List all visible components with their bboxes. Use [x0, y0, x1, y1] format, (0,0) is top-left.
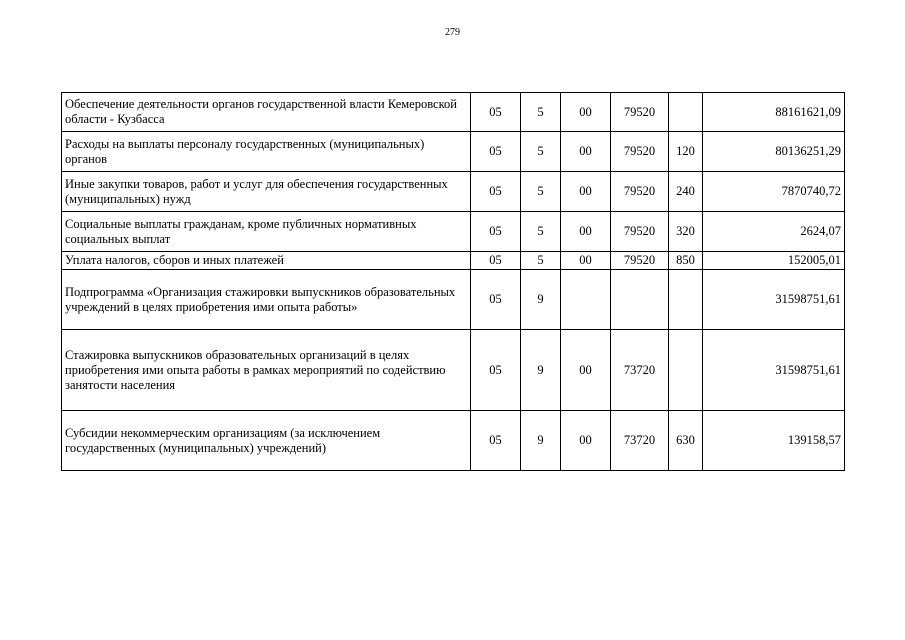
- subsection-code-cell: 9: [521, 270, 561, 330]
- row-name-cell: Субсидии некоммерческим организациям (за исключением государственных (муниципальных) учреждений): [62, 411, 471, 471]
- expense-type-cell: 850: [669, 252, 703, 270]
- subsection-code-cell: 5: [521, 132, 561, 172]
- expense-type-cell: [669, 93, 703, 132]
- article-code-cell: 73720: [611, 330, 669, 411]
- section-code-cell: 05: [471, 252, 521, 270]
- table-row: [62, 411, 845, 471]
- program-code-cell: 00: [561, 330, 611, 411]
- row-name-cell: Социальные выплаты гражданам, кроме публичных нормативных социальных выплат: [62, 212, 471, 252]
- section-code-cell: 05: [471, 330, 521, 411]
- article-code-cell: 79520: [611, 93, 669, 132]
- expense-type-cell: 120: [669, 132, 703, 172]
- section-code-cell: 05: [471, 212, 521, 252]
- table-row: [62, 330, 845, 411]
- amount-cell: 139158,57: [703, 411, 845, 471]
- section-code-cell: 05: [471, 172, 521, 212]
- table-row: [62, 270, 845, 330]
- program-code-cell: [561, 270, 611, 330]
- section-code-cell: 05: [471, 411, 521, 471]
- expense-type-cell: [669, 330, 703, 411]
- table-row: [62, 252, 845, 270]
- subsection-code-cell: 5: [521, 212, 561, 252]
- amount-cell: 2624,07: [703, 212, 845, 252]
- row-name-cell: Иные закупки товаров, работ и услуг для обеспечения государственных (муниципальных) нужд: [62, 172, 471, 212]
- program-code-cell: 00: [561, 172, 611, 212]
- expense-type-cell: 240: [669, 172, 703, 212]
- row-name-cell: Обеспечение деятельности органов государственной власти Кемеровской области - Кузбасса: [62, 93, 471, 132]
- row-name-cell: Уплата налогов, сборов и иных платежей: [62, 252, 471, 270]
- program-code-cell: 00: [561, 252, 611, 270]
- article-code-cell: [611, 270, 669, 330]
- subsection-code-cell: 9: [521, 411, 561, 471]
- subsection-code-cell: 5: [521, 93, 561, 132]
- amount-cell: 31598751,61: [703, 330, 845, 411]
- article-code-cell: 79520: [611, 132, 669, 172]
- article-code-cell: 73720: [611, 411, 669, 471]
- amount-cell: 80136251,29: [703, 132, 845, 172]
- subsection-code-cell: 5: [521, 172, 561, 212]
- expense-type-cell: 630: [669, 411, 703, 471]
- expense-type-cell: [669, 270, 703, 330]
- program-code-cell: 00: [561, 212, 611, 252]
- program-code-cell: 00: [561, 411, 611, 471]
- row-name-cell: Стажировка выпускников образовательных организаций в целях приобретения ими опыта работы в рамках мероприятий по содействию занятости населения: [62, 330, 471, 411]
- row-name-cell: Подпрограмма «Организация стажировки выпускников образовательных учреждений в целях приобретения ими опыта работы»: [62, 270, 471, 330]
- page-number: 279: [445, 27, 460, 38]
- table-row: [62, 132, 845, 172]
- row-name-cell: Расходы на выплаты персоналу государственных (муниципальных) органов: [62, 132, 471, 172]
- section-code-cell: 05: [471, 93, 521, 132]
- section-code-cell: 05: [471, 132, 521, 172]
- subsection-code-cell: 9: [521, 330, 561, 411]
- subsection-code-cell: 5: [521, 252, 561, 270]
- article-code-cell: 79520: [611, 172, 669, 212]
- budget-table: [61, 92, 845, 471]
- table-row: [62, 212, 845, 252]
- amount-cell: 152005,01: [703, 252, 845, 270]
- amount-cell: 31598751,61: [703, 270, 845, 330]
- table-row: [62, 93, 845, 132]
- article-code-cell: 79520: [611, 252, 669, 270]
- section-code-cell: 05: [471, 270, 521, 330]
- table-row: [62, 172, 845, 212]
- amount-cell: 7870740,72: [703, 172, 845, 212]
- expense-type-cell: 320: [669, 212, 703, 252]
- program-code-cell: 00: [561, 93, 611, 132]
- article-code-cell: 79520: [611, 212, 669, 252]
- program-code-cell: 00: [561, 132, 611, 172]
- amount-cell: 88161621,09: [703, 93, 845, 132]
